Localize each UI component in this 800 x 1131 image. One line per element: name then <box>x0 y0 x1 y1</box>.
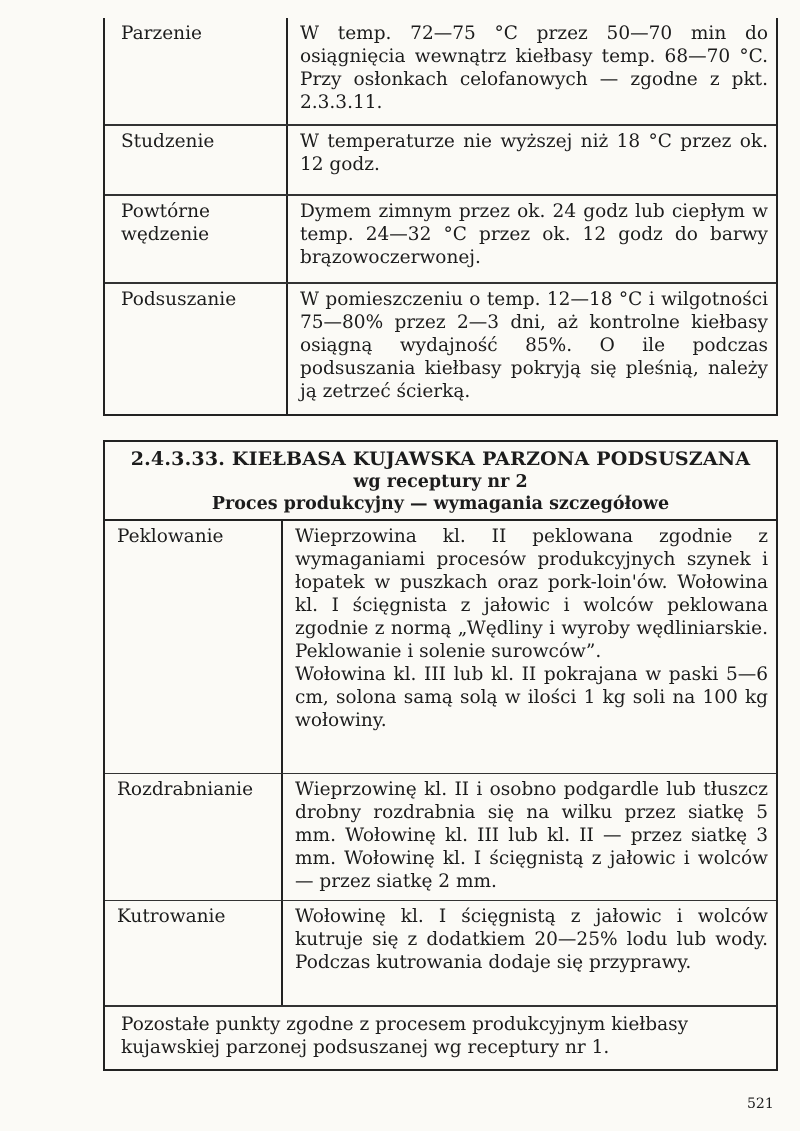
row-text: Dymem zimnym przez ok. 24 godz lub ciepłym w temp. 24—32 °C przez ok. 12 godz do barwy brązowoczerwonej. <box>300 201 768 268</box>
table-row <box>105 284 776 414</box>
row-text-paragraph: Wołowina kl. III lub kl. II pokrajana w paski 5—6 cm, solona samą solą w ilości 1 kg soli na 100 kg wołowiny. <box>295 664 768 731</box>
row-text: W temp. 72—75 °C przez 50—70 min do osiągnięcia wewnątrz kiełbasy temp. 68—70 °C. Przy osłonkach celofanowych — zgodne z pkt. 2.3.3.11. <box>300 23 768 113</box>
row-label: Powtórne wędzenie <box>105 196 288 282</box>
row-text-paragraph: Wieprzowina kl. II peklowana zgodnie z wymaganiami procesów produkcyjnych szynek i łopatek w puszkach oraz pork-loin'ów. Wołowina kl. I ścięgnista z jałowic i wolców peklowana zgodnie z normą „Wędliny i wyroby wędliniarskie. Peklowanie i solenie surowców”. <box>295 526 768 662</box>
process-subtitle: Proces produkcyjny — wymagania szczegółowe <box>211 494 670 514</box>
process-table-continued <box>103 18 778 416</box>
row-label: Peklowanie <box>105 521 283 773</box>
section-title: 2.4.3.33. KIEŁBASA KUJAWSKA PARZONA PODSUSZANA <box>130 448 751 470</box>
table-row <box>105 18 776 126</box>
row-label: Studzenie <box>105 126 288 194</box>
row-label: Rozdrabnianie <box>105 774 283 900</box>
row-text: W temperaturze nie wyższej niż 18 °C przez ok. 12 godz. <box>300 131 768 175</box>
row-text <box>283 521 776 773</box>
row-text: Wieprzowinę kl. II i osobno podgardle lub tłuszcz drobny rozdrabnia się na wilku przez siatkę 5 mm. Wołowinę kl. III lub kl. II — przez siatkę 3 mm. Wołowinę kl. I ścięgnistą z jałowic i wolców — przez siatkę 2 mm. <box>295 779 768 892</box>
table-footer-note: Pozostałe punkty zgodne z procesem produkcyjnym kiełbasy kujawskiej parzonej podsuszanej wg receptury nr 1. <box>105 1006 776 1069</box>
table-row <box>105 196 776 284</box>
table-row <box>105 774 776 901</box>
table-heading <box>105 442 776 521</box>
table-row <box>105 521 776 774</box>
page-number: 521 <box>747 1096 774 1112</box>
row-text: W pomieszczeniu o temp. 12—18 °C i wilgotności 75—80% przez 2—3 dni, aż kontrolne kiełbasy osiągną wydajność 85%. O ile podczas podsuszania kiełbasy pokryją się pleśnią, należy ją zetrzeć ścierką. <box>300 289 768 402</box>
table-row <box>105 126 776 196</box>
row-text: Wołowinę kl. I ścięgnistą z jałowic i wolców kutruje się z dodatkiem 20—25% lodu lub wody. Podczas kutrowania dodaje się przyprawy. <box>295 906 768 973</box>
recipe-subtitle: wg receptury nr 2 <box>353 472 528 492</box>
row-label: Parzenie <box>105 18 288 124</box>
row-label: Kutrowanie <box>105 901 283 1005</box>
process-table-kujawska <box>103 440 778 1071</box>
row-label: Podsuszanie <box>105 284 288 414</box>
table-row <box>105 901 776 1006</box>
